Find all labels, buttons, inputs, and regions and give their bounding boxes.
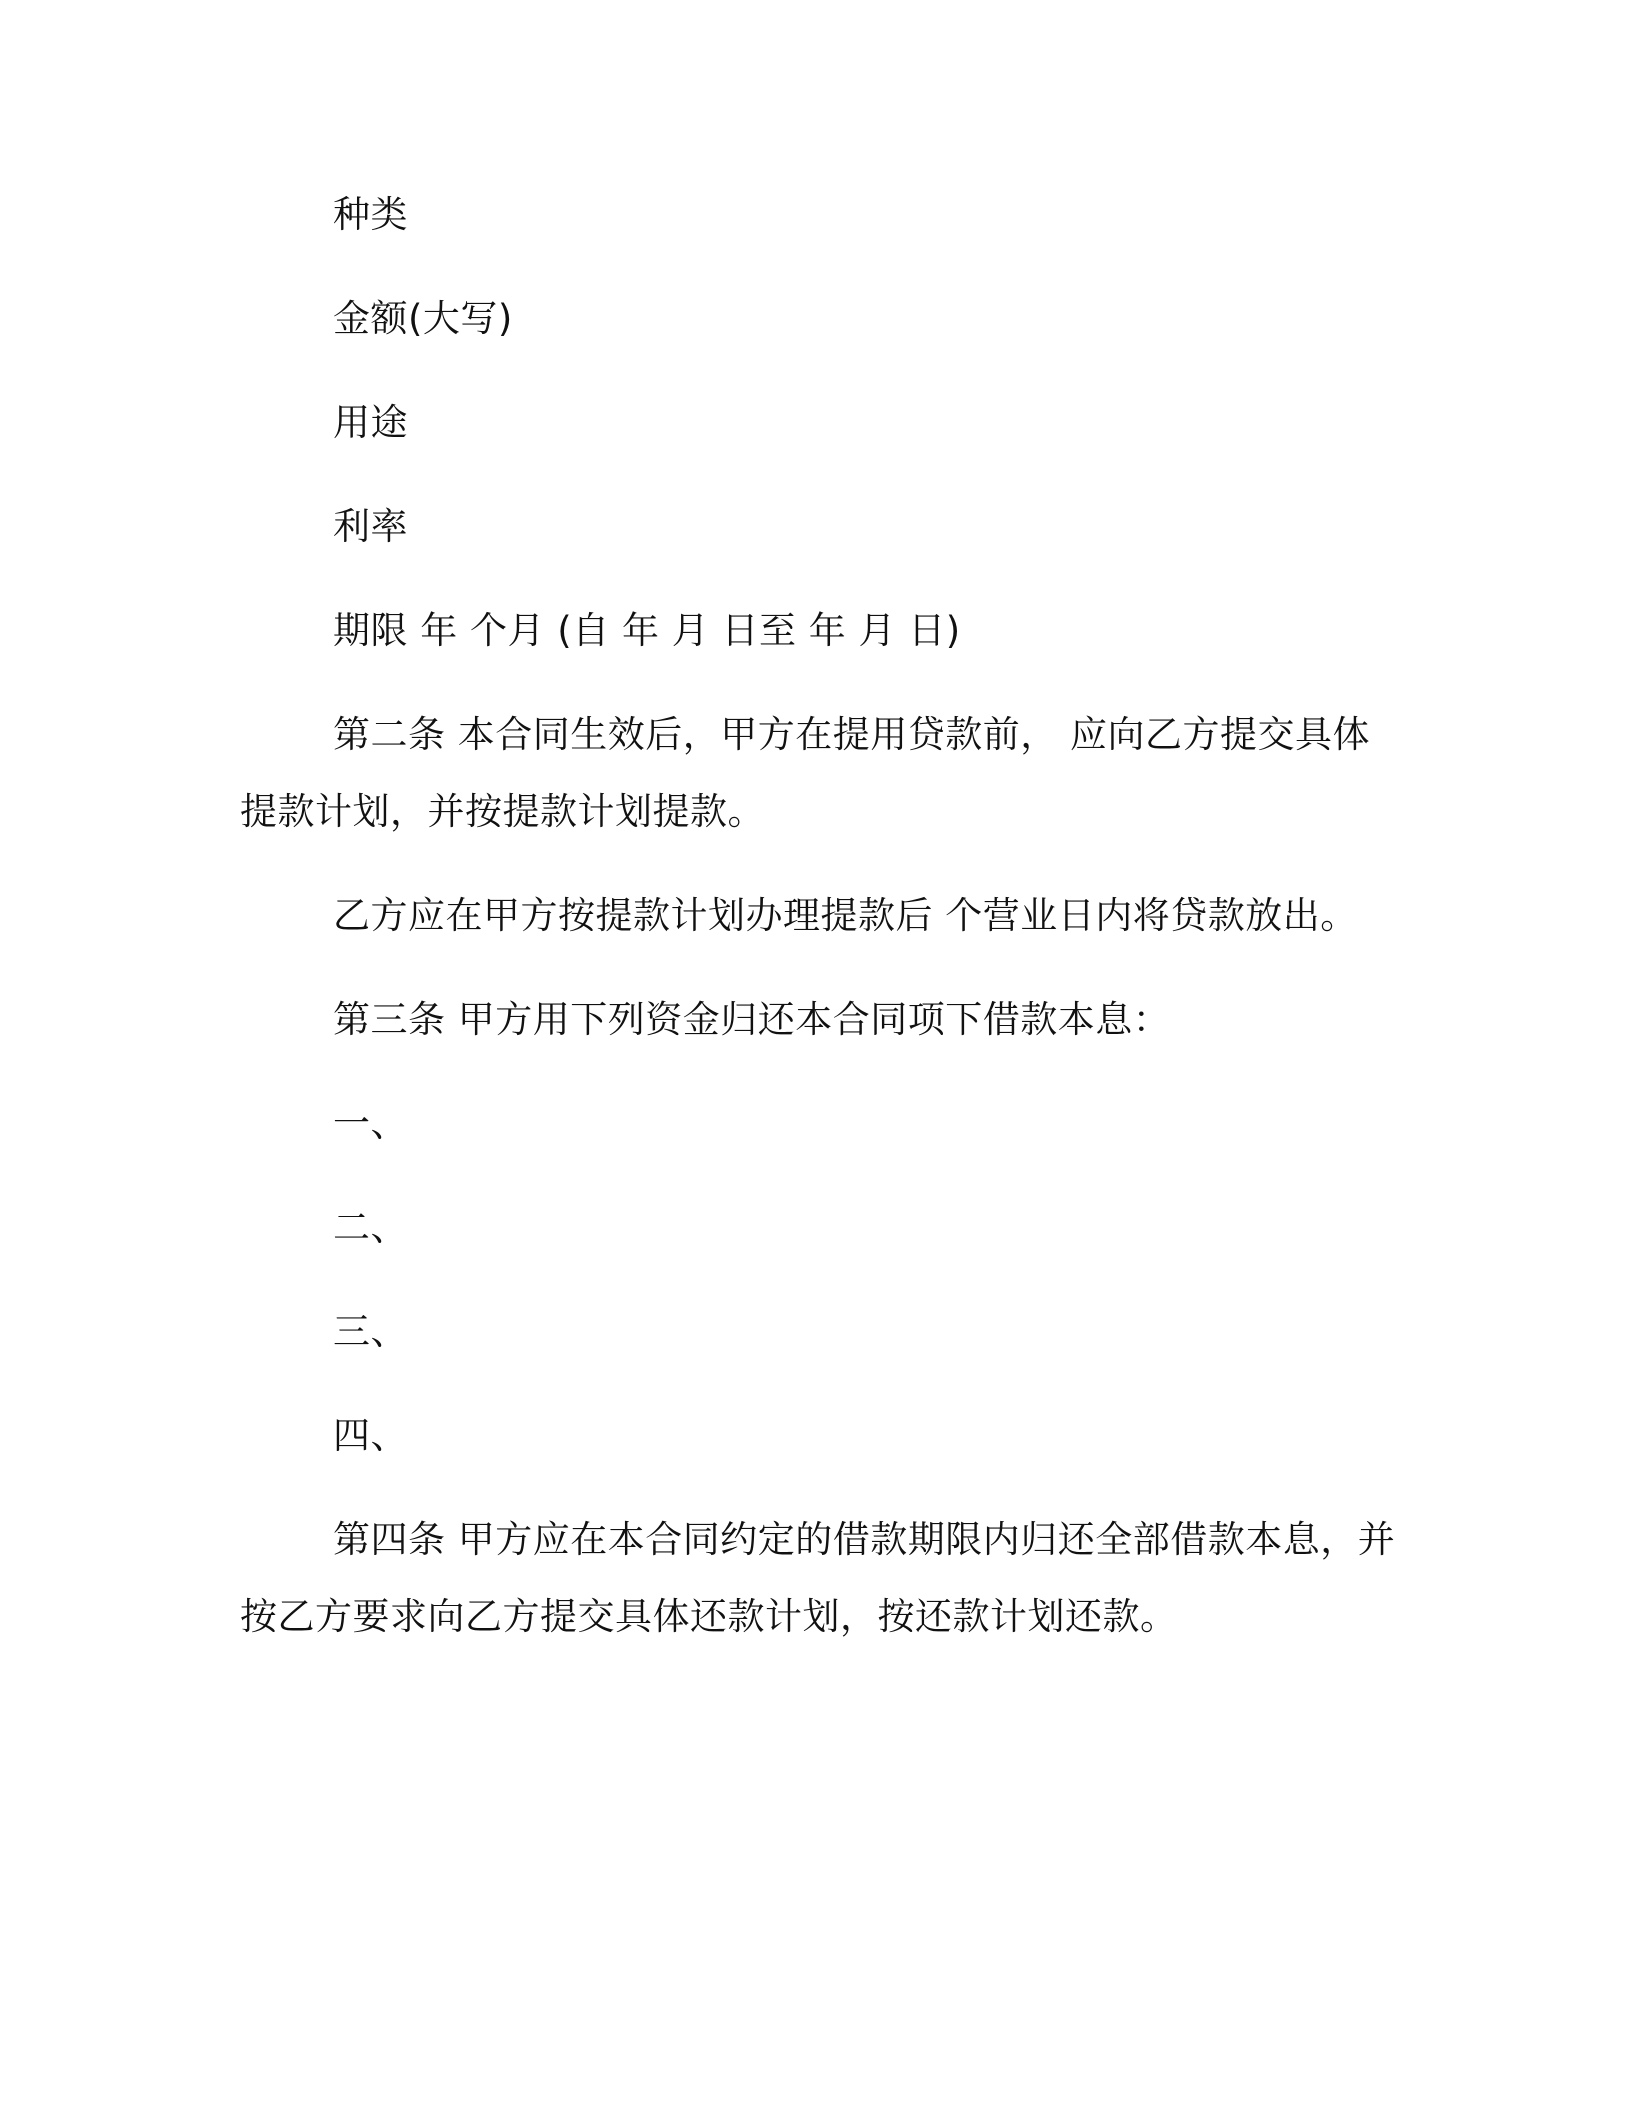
article-2-paragraph-2: 乙方应在甲方按提款计划办理提款后 个营业日内将贷款放出。 bbox=[333, 894, 1358, 937]
field-interest-rate: 利率 bbox=[333, 505, 408, 548]
field-amount: 金额(大写) bbox=[333, 297, 513, 340]
field-purpose: 用途 bbox=[333, 401, 408, 444]
article-4-line-2: 按乙方要求向乙方提交具体还款计划，按还款计划还款。 bbox=[240, 1595, 1178, 1638]
article-3-heading: 第三条 甲方用下列资金归还本合同项下借款本息： bbox=[333, 998, 1171, 1041]
article-2-line-2: 提款计划，并按提款计划提款。 bbox=[240, 790, 765, 833]
field-term: 期限 年 个月 (自 年 月 日至 年 月 日) bbox=[333, 609, 961, 652]
list-item-2: 二、 bbox=[333, 1206, 408, 1249]
article-2-line-1: 第二条 本合同生效后，甲方在提用贷款前， 应向乙方提交具体 bbox=[333, 713, 1371, 756]
list-item-4: 四、 bbox=[333, 1414, 408, 1457]
list-item-1: 一、 bbox=[333, 1102, 408, 1145]
list-item-3: 三、 bbox=[333, 1310, 408, 1353]
field-type: 种类 bbox=[333, 193, 408, 236]
article-4-line-1: 第四条 甲方应在本合同约定的借款期限内归还全部借款本息，并 bbox=[333, 1518, 1396, 1561]
